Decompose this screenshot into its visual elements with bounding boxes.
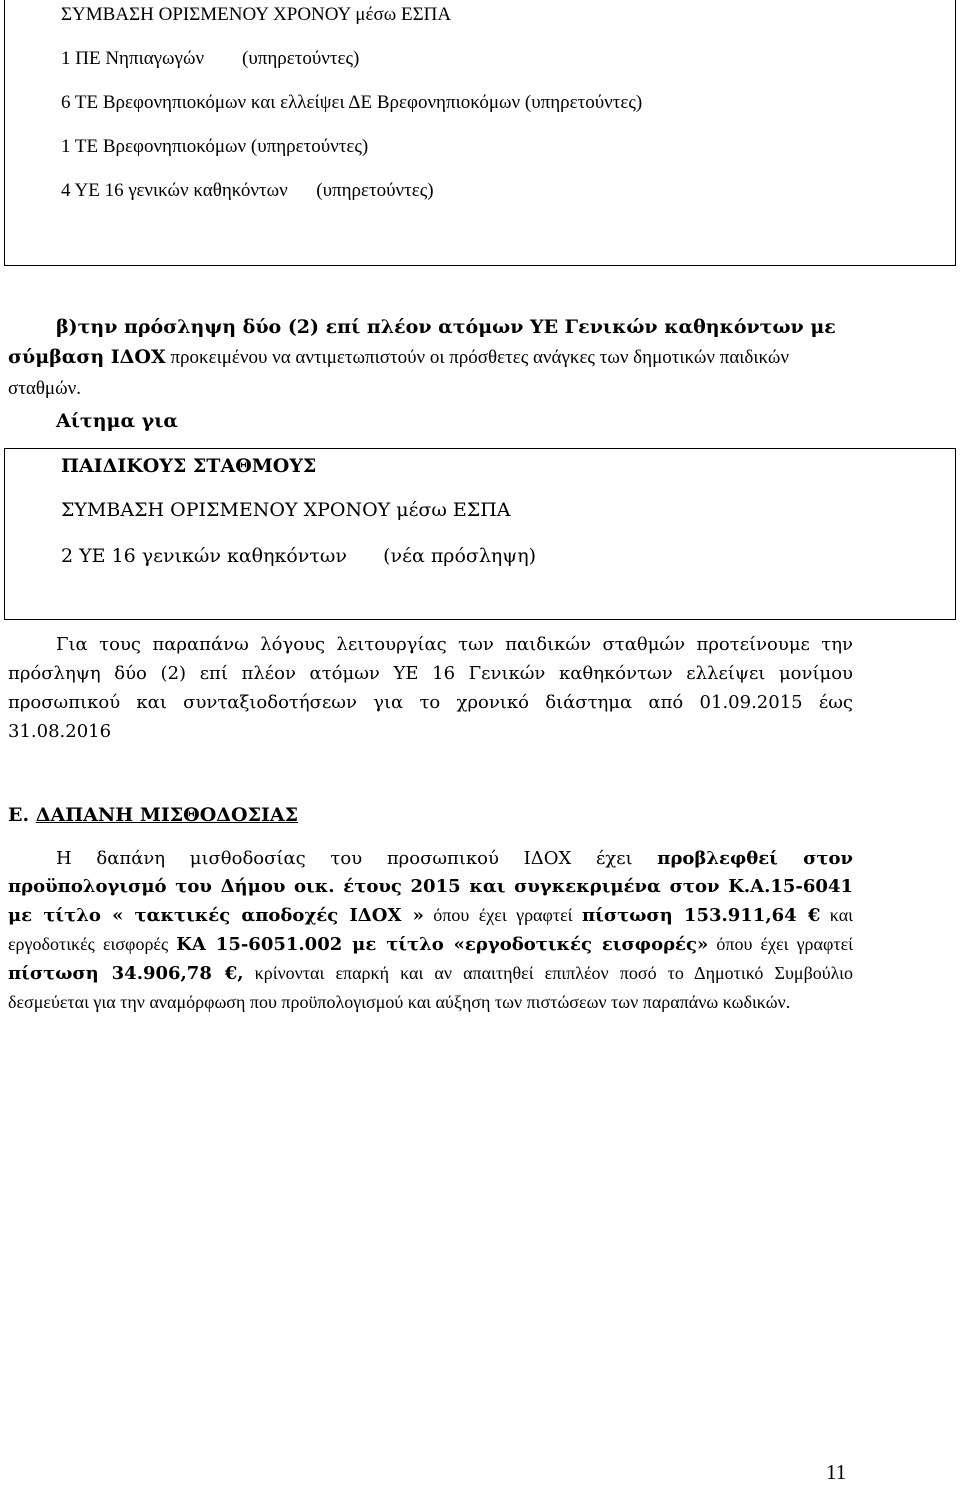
cost-text-5: κρίνονται επαρκή και αν απαιτηθεί επιπλέον ποσό το Δημοτικό Συμβούλιο δεσμεύεται για την αναμόρφωση που προϋπολογισμού και αύξηση των πιστώσεων των παραπάνω κωδικών.	[8, 963, 853, 1012]
paragraph-reasons: Για τους παραπάνω λόγους λειτουργίας των παιδικών σταθμών προτείνουμε την πρόσληψη δύο (2) επί πλέον ατόμων ΥΕ 16 Γενικών καθηκόντων ελλείψει μονίμου προσωπικού και συνταξιοδοτήσεων για το χρονικό διάστημα από 01.09.2015 έως 31.08.2016	[8, 634, 853, 742]
cost-text-2: όπου έχει γραφτεί	[423, 905, 582, 925]
positions-box-current	[4, 0, 956, 266]
paragraph-hiring-request	[8, 312, 853, 404]
cost-bold-2: πίστωση 153.911,64 €	[581, 905, 821, 926]
cost-bold-1: προβλεφθεί στον προϋπολογισμό του Δήμου οικ. έτους 2015 και συγκεκριμένα στον Κ.Α.15-6041 με τίτλο « τακτικές αποδοχές ΙΔΟΧ »	[8, 848, 853, 926]
box1-line1: ΣΥΜΒΑΣΗ ΟΡΙΣΜΕΝΟΥ ΧΡΟΝΟΥ μέσω ΕΣΠΑ	[61, 4, 452, 25]
box2-line2: 2 ΥΕ 16 γενικών καθηκόντων (νέα πρόσληψη)	[61, 545, 536, 567]
cost-text-1: Η δαπάνη μισθοδοσίας του προσωπικού ΙΔΟΧ έχει	[56, 848, 658, 869]
box1-line2: 1 ΠΕ Νηπιαγωγών (υπηρετούντες)	[61, 48, 360, 69]
paragraph-hiring-bold: β)την πρόσληψη δύο (2) επί πλέον ατόμων ΥΕ Γενικών καθηκόντων με σύμβαση ΙΔΟΧ	[8, 316, 836, 368]
box1-line3: 6 ΤΕ Βρεφονηπιοκόμων και ελλείψει ΔΕ Βρεφονηπιοκόμων (υπηρετούντες)	[61, 92, 643, 113]
box2-line1: ΣΥΜΒΑΣΗ ΟΡΙΣΜΕΝΟΥ ΧΡΟΝΟΥ μέσω ΕΣΠΑ	[61, 499, 511, 521]
box1-line4: 1 ΤΕ Βρεφονηπιοκόμων (υπηρετούντες)	[61, 136, 369, 157]
page-number: 11	[826, 1460, 847, 1484]
cost-text-3: και εργοδοτικές εισφορές	[8, 905, 853, 954]
cost-text-4: όπου έχει γραφτεί	[708, 934, 853, 954]
request-label: Αίτημα για	[56, 410, 179, 432]
paragraph-payroll-cost	[8, 845, 853, 1017]
box1-line5: 4 ΥΕ 16 γενικών καθηκόντων (υπηρετούντες)	[61, 180, 434, 201]
section-heading-e	[8, 804, 298, 826]
positions-box-new	[4, 448, 956, 620]
section-heading-prefix: Ε.	[8, 804, 36, 826]
cost-bold-4: πίστωση 34.906,78 €,	[8, 963, 244, 984]
box2-title: ΠΑΙΔΙΚΟΥΣ ΣΤΑΘΜΟΥΣ	[61, 455, 317, 477]
cost-bold-3: ΚΑ 15-6051.002 με τίτλο «εργοδοτικές εισφορές»	[176, 934, 709, 955]
section-heading-title: ΔΑΠΑΝΗ ΜΙΣΘΟΔΟΣΙΑΣ	[35, 804, 299, 826]
paragraph-hiring-rest: προκειμένου να αντιμετωπιστούν οι πρόσθετες ανάγκες των δημοτικών παιδικών σταθμών.	[8, 347, 789, 399]
